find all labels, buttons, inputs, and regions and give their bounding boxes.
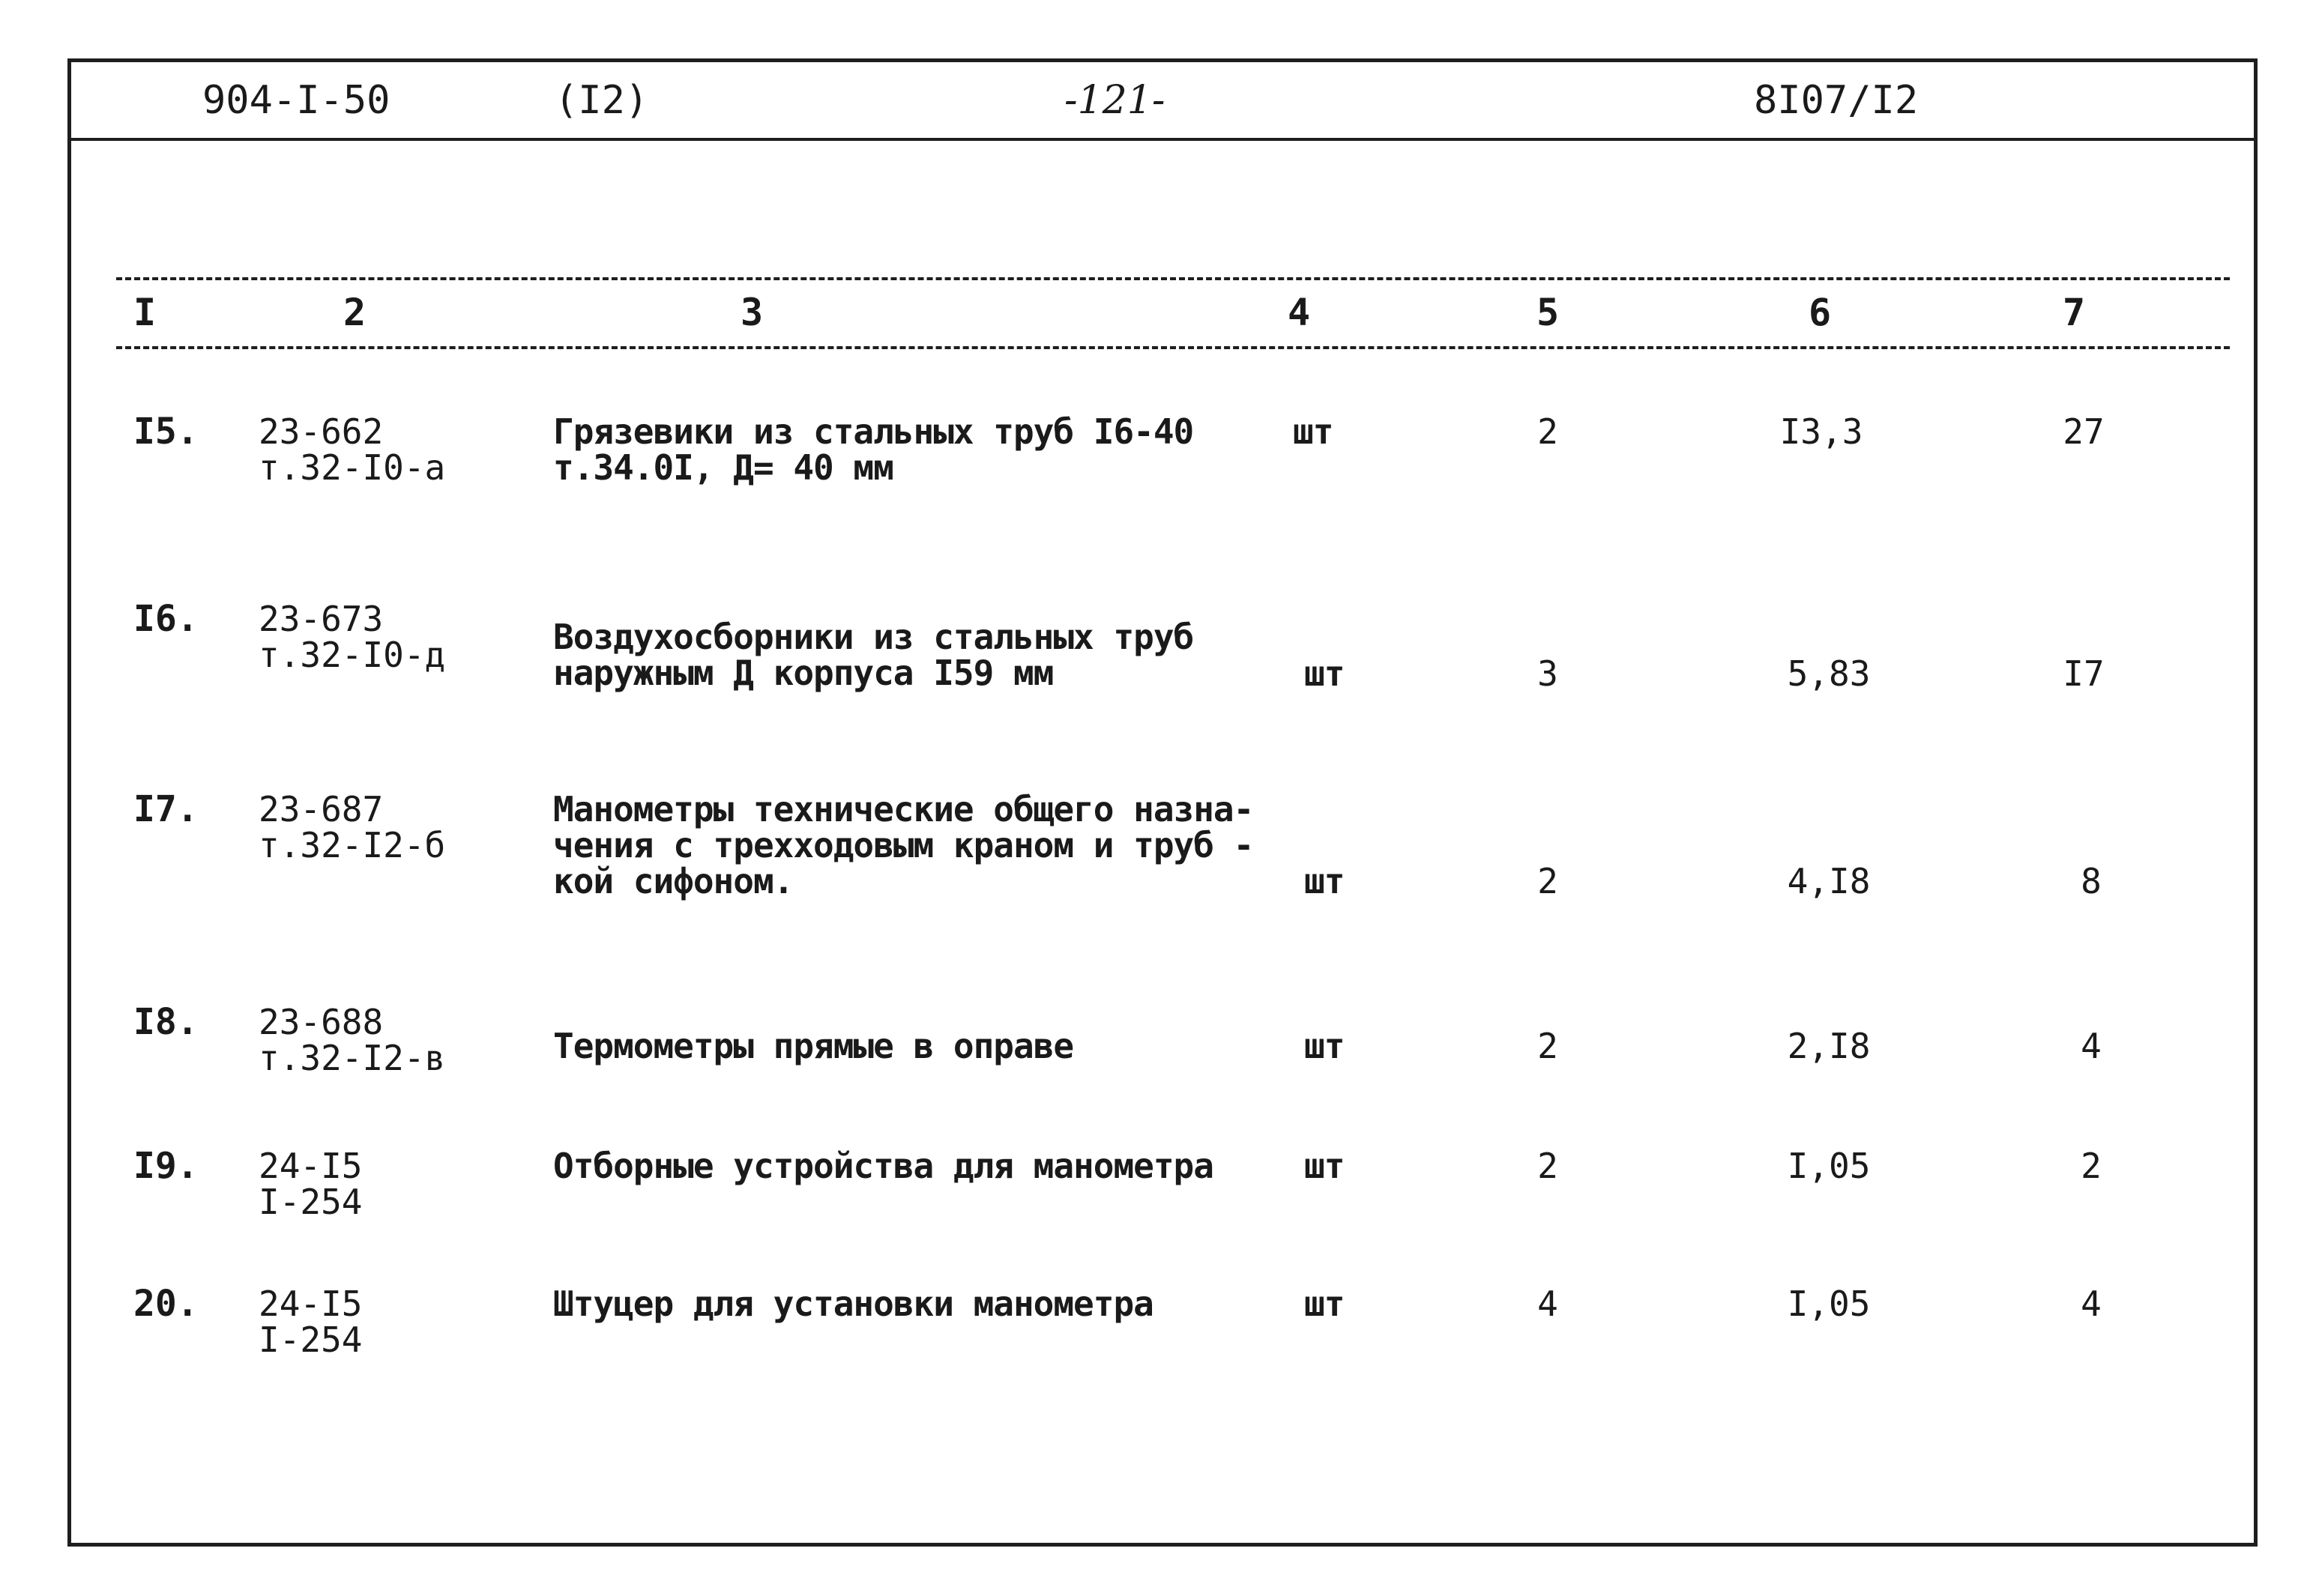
- row-description: Воздухосборники из стальных труб наружным Д корпуса I59 мм: [553, 617, 1194, 693]
- row-unit: шт: [1293, 411, 1333, 452]
- column-header-2: 2: [343, 291, 367, 334]
- column-header-1: I: [133, 291, 157, 334]
- row-total: 8: [2081, 861, 2102, 901]
- row-number: I5.: [133, 411, 199, 453]
- row-quantity: 2: [1537, 411, 1558, 452]
- column-header-6: 6: [1809, 291, 1832, 334]
- row-unit: шт: [1304, 1146, 1345, 1186]
- row-number: I9.: [133, 1145, 199, 1187]
- row-unit: шт: [1304, 861, 1345, 901]
- section-number: (I2): [555, 78, 649, 123]
- sheet-code: 8I07/I2: [1754, 78, 1919, 123]
- row-total: 4: [2081, 1026, 2102, 1066]
- row-description: Манометры технические общего назна- чения с трехходовым краном и труб - кой сифоном.: [553, 789, 1254, 901]
- row-number: I6.: [133, 598, 199, 640]
- row-code: 24-I5 I-254: [259, 1146, 363, 1222]
- column-header-3: 3: [741, 291, 764, 334]
- row-code: 24-I5 I-254: [259, 1284, 363, 1360]
- row-unit-price: 5,83: [1787, 653, 1871, 694]
- header-divider: [67, 138, 2258, 141]
- column-header-4: 4: [1288, 291, 1311, 334]
- document-number: 904-I-50: [202, 78, 390, 123]
- row-unit: шт: [1304, 1284, 1345, 1324]
- row-quantity: 2: [1537, 1146, 1558, 1186]
- row-total: 27: [2063, 411, 2105, 452]
- row-unit-price: I,05: [1787, 1146, 1871, 1186]
- row-number: 20.: [133, 1283, 199, 1325]
- row-quantity: 3: [1537, 653, 1558, 694]
- row-description: Грязевики из стальных труб I6-40 т.34.0I, Д= 40 мм: [553, 411, 1194, 488]
- row-quantity: 4: [1537, 1284, 1558, 1324]
- row-quantity: 2: [1537, 1026, 1558, 1066]
- row-number: I8.: [133, 1001, 199, 1043]
- row-unit: шт: [1304, 1026, 1345, 1066]
- row-description: Термометры прямые в оправе: [553, 1026, 1074, 1066]
- row-total: 4: [2081, 1284, 2102, 1324]
- row-unit-price: 2,I8: [1787, 1026, 1871, 1066]
- row-unit-price: I3,3: [1779, 411, 1863, 452]
- row-unit-price: 4,I8: [1787, 861, 1871, 901]
- row-total: I7: [2063, 653, 2105, 694]
- column-header-top-rule: [116, 277, 2230, 280]
- row-total: 2: [2081, 1146, 2102, 1186]
- row-number: I7.: [133, 788, 199, 830]
- row-code: 23-673 т.32-I0-д: [259, 599, 446, 675]
- row-unit: шт: [1304, 653, 1345, 694]
- row-quantity: 2: [1537, 861, 1558, 901]
- row-description: Штуцер для установки манометра: [553, 1284, 1153, 1324]
- page-number: -121-: [1064, 78, 1165, 123]
- row-unit-price: I,05: [1787, 1284, 1871, 1324]
- row-code: 23-687 т.32-I2-б: [259, 789, 446, 865]
- row-code: 23-688 т.32-I2-в: [259, 1002, 446, 1078]
- column-header-bottom-rule: [116, 346, 2230, 349]
- row-description: Отборные устройства для манометра: [553, 1146, 1213, 1186]
- column-header-5: 5: [1536, 291, 1560, 334]
- column-header-7: 7: [2063, 291, 2086, 334]
- row-code: 23-662 т.32-I0-а: [259, 411, 446, 488]
